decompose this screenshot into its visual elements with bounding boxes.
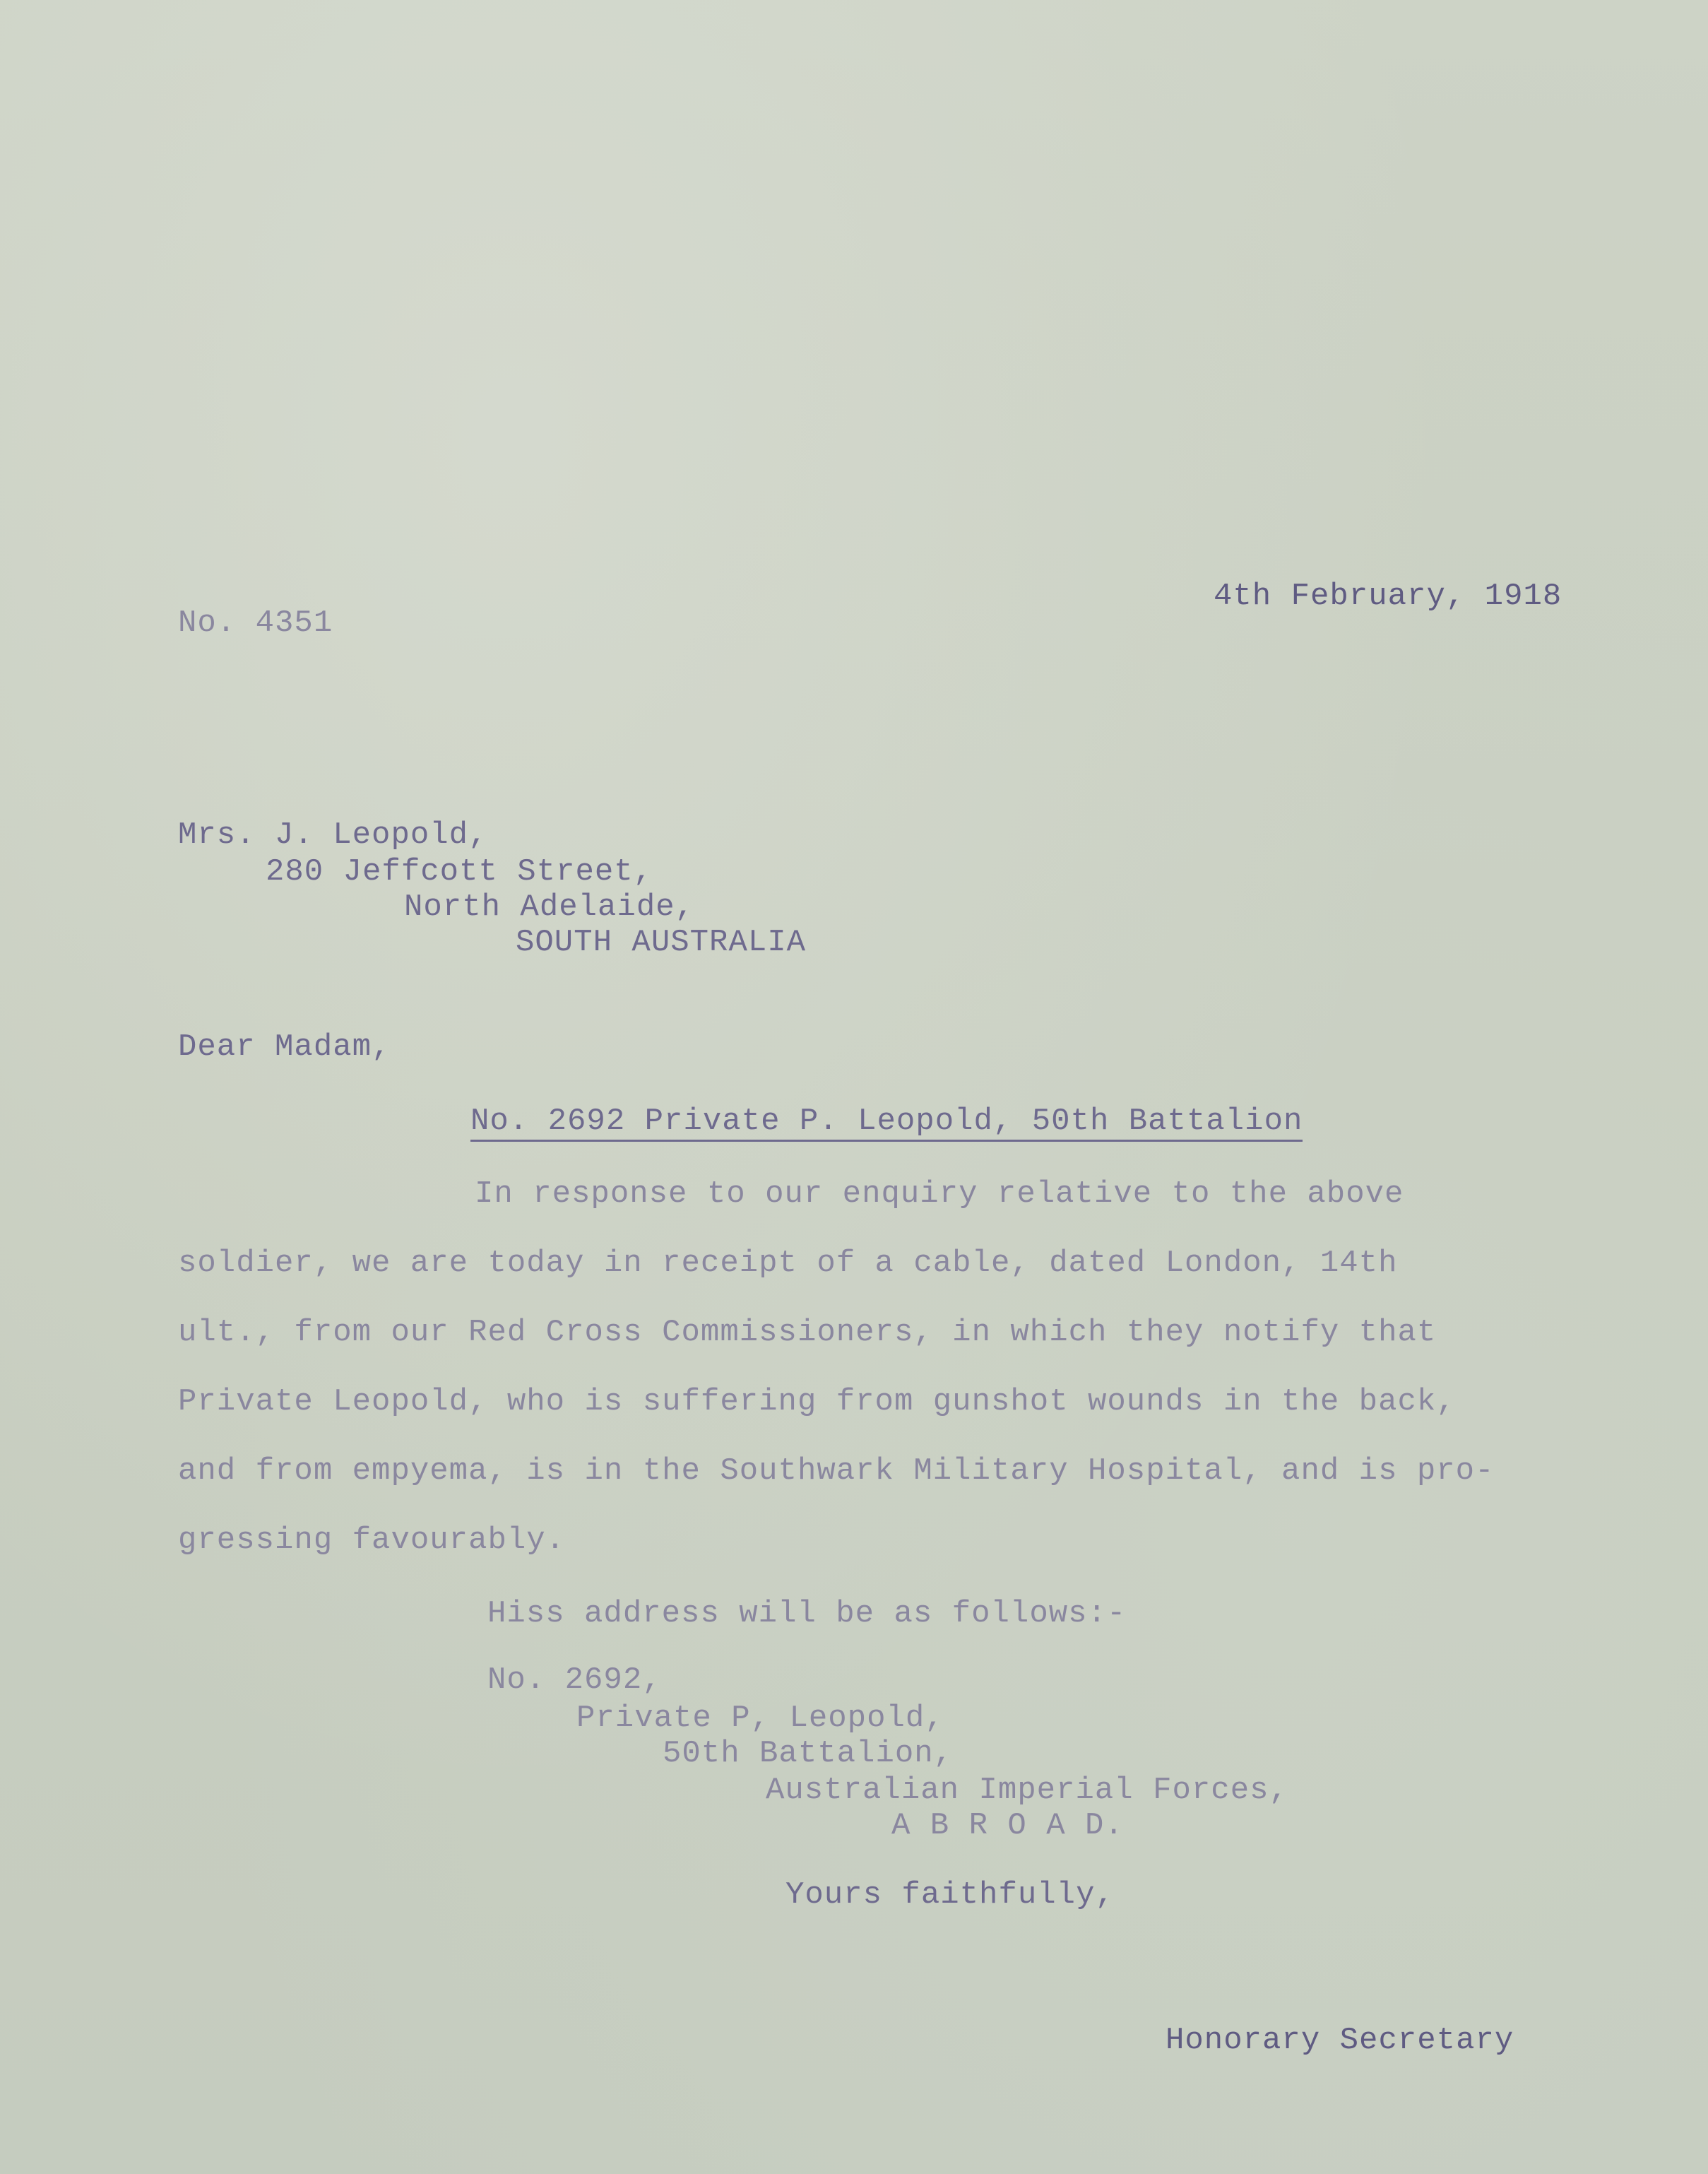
soldier-name: Private P, Leopold,: [576, 1701, 944, 1736]
body-line: soldier, we are today in receipt of a cable, dated London, 14th: [178, 1246, 1398, 1281]
body-line: and from empyema, is in the Southwark Military Hospital, and is pro-: [178, 1453, 1495, 1489]
recipient-state: SOUTH AUSTRALIA: [516, 925, 807, 960]
body-line: In response to our enquiry relative to the above: [475, 1176, 1404, 1212]
closing: Yours faithfully,: [785, 1877, 1115, 1913]
reference-number: No. 4351: [178, 605, 333, 641]
soldier-number: No. 2692,: [487, 1662, 662, 1698]
body-line: ult., from our Red Cross Commissioners, in which they notify that: [178, 1315, 1437, 1350]
body-line: Private Leopold, who is suffering from gunshot wounds in the back,: [178, 1384, 1456, 1419]
recipient-name: Mrs. J. Leopold,: [178, 817, 488, 853]
recipient-street: 280 Jeffcott Street,: [266, 854, 653, 890]
soldier-forces: Australian Imperial Forces,: [766, 1773, 1288, 1808]
salutation: Dear Madam,: [178, 1029, 391, 1065]
signature-title: Honorary Secretary: [1166, 2023, 1514, 2058]
body-line: gressing favourably.: [178, 1523, 566, 1558]
address-intro: Hiss address will be as follows:-: [487, 1596, 1127, 1631]
soldier-battalion: 50th Battalion,: [663, 1736, 954, 1771]
subject-line: No. 2692 Private P. Leopold, 50th Battalion: [470, 1106, 1303, 1142]
recipient-suburb: North Adelaide,: [404, 890, 695, 925]
soldier-location: A B R O A D.: [891, 1808, 1124, 1843]
letter-date: 4th February, 1918: [1214, 579, 1562, 614]
